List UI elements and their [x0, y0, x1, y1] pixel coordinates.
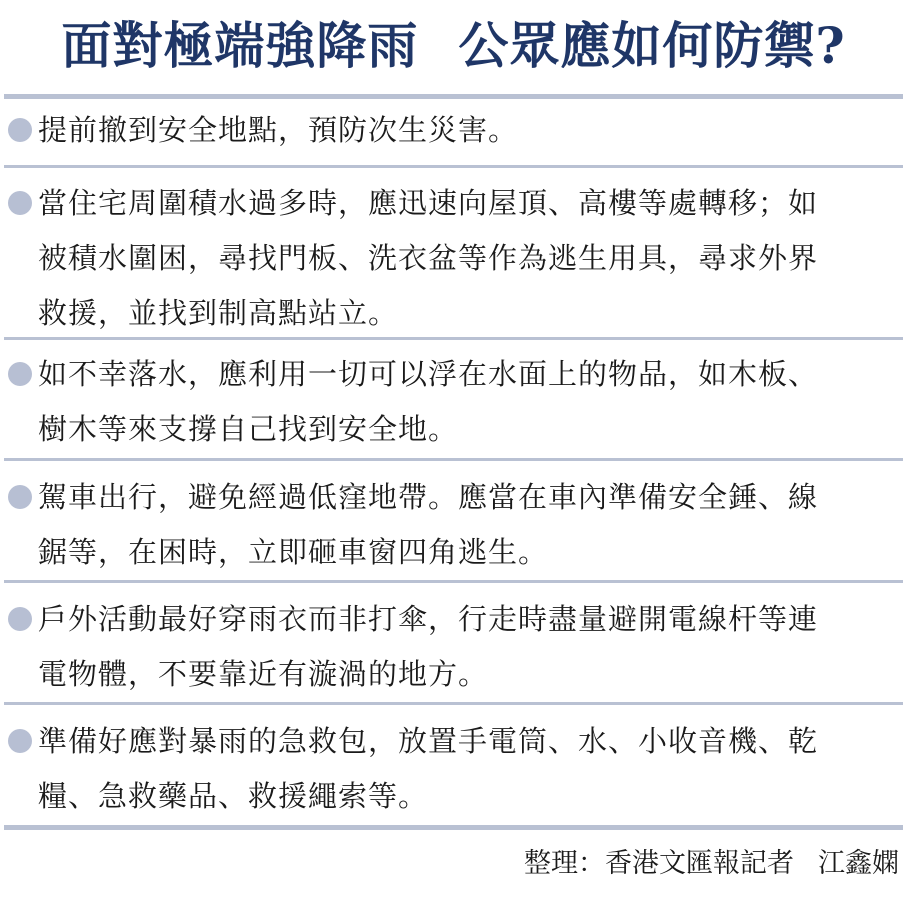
tip-line: 提前撤到安全地點，預防次生災害。 — [38, 113, 519, 147]
tip-text — [38, 176, 906, 341]
bullet-icon — [8, 118, 32, 142]
divider — [4, 337, 903, 340]
tip-line: 駕車出行，避免經過低窪地帶。應當在車內準備安全錘、線 — [38, 480, 819, 514]
bullet-icon — [8, 362, 32, 386]
divider — [4, 165, 903, 168]
tip-text — [38, 714, 906, 824]
divider — [4, 580, 903, 583]
tip-line: 當住宅周圍積水過多時，應迅速向屋頂、高樓等處轉移；如 — [38, 186, 819, 220]
bullet-icon — [8, 485, 32, 509]
bullet-icon — [8, 729, 32, 753]
tip-text — [38, 347, 906, 457]
tip-line: 電物體，不要靠近有漩渦的地方。 — [38, 657, 489, 691]
tip-line: 糧、急救藥品、救援繩索等。 — [38, 779, 429, 813]
credit-line — [524, 844, 899, 884]
tip-line: 鋸等，在困時，立即砸車窗四角逃生。 — [38, 535, 549, 569]
tip-text — [38, 470, 906, 580]
page-title — [0, 8, 907, 84]
credit-name: 江鑫嫻 — [818, 848, 899, 879]
bottom-divider — [4, 825, 903, 830]
bullet-icon — [8, 191, 32, 215]
title-divider — [4, 94, 903, 99]
bullet-icon — [8, 607, 32, 631]
tip-line: 樹木等來支撐自己找到安全地。 — [38, 412, 459, 446]
tip-line: 準備好應對暴雨的急救包，放置手電筒、水、小收音機、乾 — [38, 724, 819, 758]
divider — [4, 458, 903, 461]
divider — [4, 702, 903, 705]
tip-text — [38, 103, 906, 158]
tip-line: 如不幸落水，應利用一切可以浮在水面上的物品，如木板、 — [38, 357, 819, 391]
credit-label: 整理：香港文匯報記者 — [524, 848, 794, 879]
tip-text — [38, 592, 906, 702]
tip-line: 救援，並找到制高點站立。 — [38, 296, 399, 330]
tip-line: 戶外活動最好穿雨衣而非打傘，行走時盡量避開電線杆等連 — [38, 602, 819, 636]
title-part-2: 公眾應如何防禦? — [458, 16, 846, 75]
tip-line: 被積水圍困，尋找門板、洗衣盆等作為逃生用具，尋求外界 — [38, 241, 819, 275]
title-part-1: 面對極端強降雨 — [61, 16, 419, 75]
